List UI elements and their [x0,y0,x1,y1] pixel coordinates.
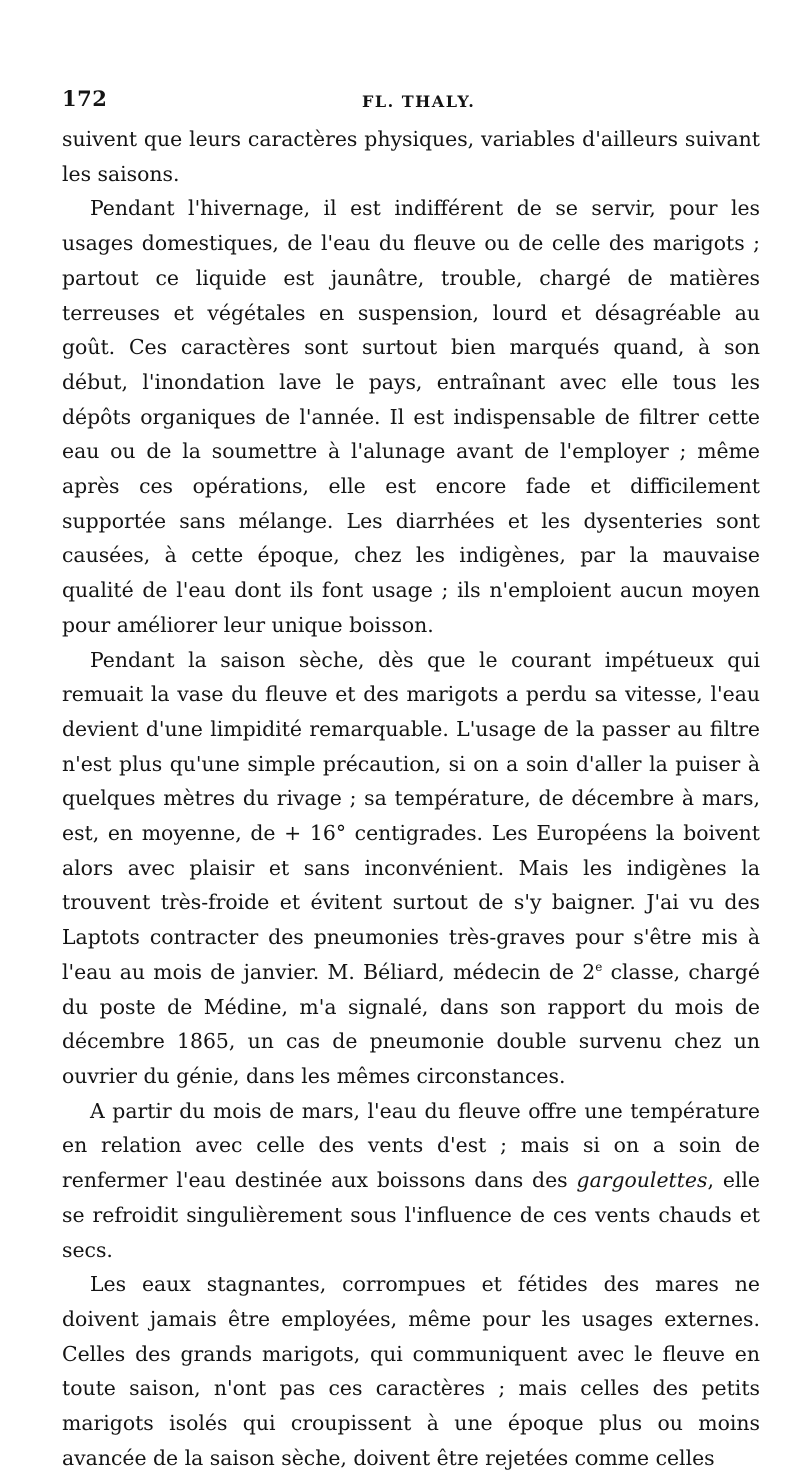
paragraph-eaux-stagnantes: Les eaux stagnantes, corrompues et fétides des mares ne doivent jamais être employées, même pour les usages externes. Celles des grands marigots, qui communiquent avec le fleuve en toute saison, n'ont pas ces caractères ; mais celles des petits marigots isolés qui croupissent à une époque plus ou moins avancée de la saison sèche, doivent être rejetées comme celles [62,1272,760,1470]
paragraph-hivernage: Pendant l'hivernage, il est indifférent de se servir, pour les usages domestiques, de l'eau du fleuve ou de celle des marigots ; partout ce liquide est jaunâtre, trouble, chargé de matières terreuses et végétales en suspension, lourd et désagréable au goût. Ces caractères sont surtout bien marqués quand, à son début, l'inondation lave le pays, entraînant avec elle tous les dépôts organiques de l'année. Il est indispensable de filtrer cette eau ou de la soumettre à l'alunage avant de l'employer ; même après ces opérations, elle est encore fade et difficilement supportée sans mélange. Les diarrhées et les dysenteries sont causées, à cette époque, chez les indigènes, par la mauvaise qualité de l'eau dont ils font usage ; ils n'emploient aucun moyen pour améliorer leur unique boisson. [62,196,760,637]
page-number: 172 [62,86,108,111]
running-head: FL. THALY. [362,92,476,111]
paragraph-continuation: suivent que leurs caractères physiques, variables d'ailleurs suivant les saisons. [62,127,760,186]
paragraph-text-part: A partir du mois de mars, l'eau du fleuve offre une température en relation avec celle des vents d'est ; mais si on a soin de renfermer l'eau destinée aux boissons dans des [62,1098,760,1193]
superscript-e: e [595,960,603,975]
paragraph-text-part: Pendant la saison sèche, dès que le courant impétueux qui remuait la vase du fleuve et des marigots a perdu sa vitesse, l'eau devient d'une limpidité remarquable. L'usage de la passer au filtre n'est plus qu'une simple précaution, si on a soin d'aller la puiser à quelques mètres du rivage ; sa température, de décembre à mars, est, en moyenne, de + 16° centigrades. Les Européens la boivent alors avec plaisir et sans inconvénient. Mais les indigènes la trouvent très-froide et évitent surtout de s'y baigner. J'ai vu des Laptots contracter des pneumonies très-graves pour s'être mis à l'eau au mois de janvier. M. Béliard, médecin de 2 [62,647,760,984]
paragraph-text-part: , elle se refroidit singulièrement sous l'influence de ces vents chauds et secs. [62,1168,760,1262]
paragraph-text-part: classe, chargé du poste de Médine, m'a signalé, dans son rapport du mois de décembre 1865, un cas de pneumonie double survenu chez un ouvrier du génie, dans les mêmes circonstances. [62,959,760,1088]
paragraph-mars [62,1094,760,1268]
body-text [62,122,760,1475]
page-header [62,0,760,122]
italic-term-gargoulettes: gargoulettes [576,1168,708,1193]
paragraph-saison-seche [62,643,760,1094]
